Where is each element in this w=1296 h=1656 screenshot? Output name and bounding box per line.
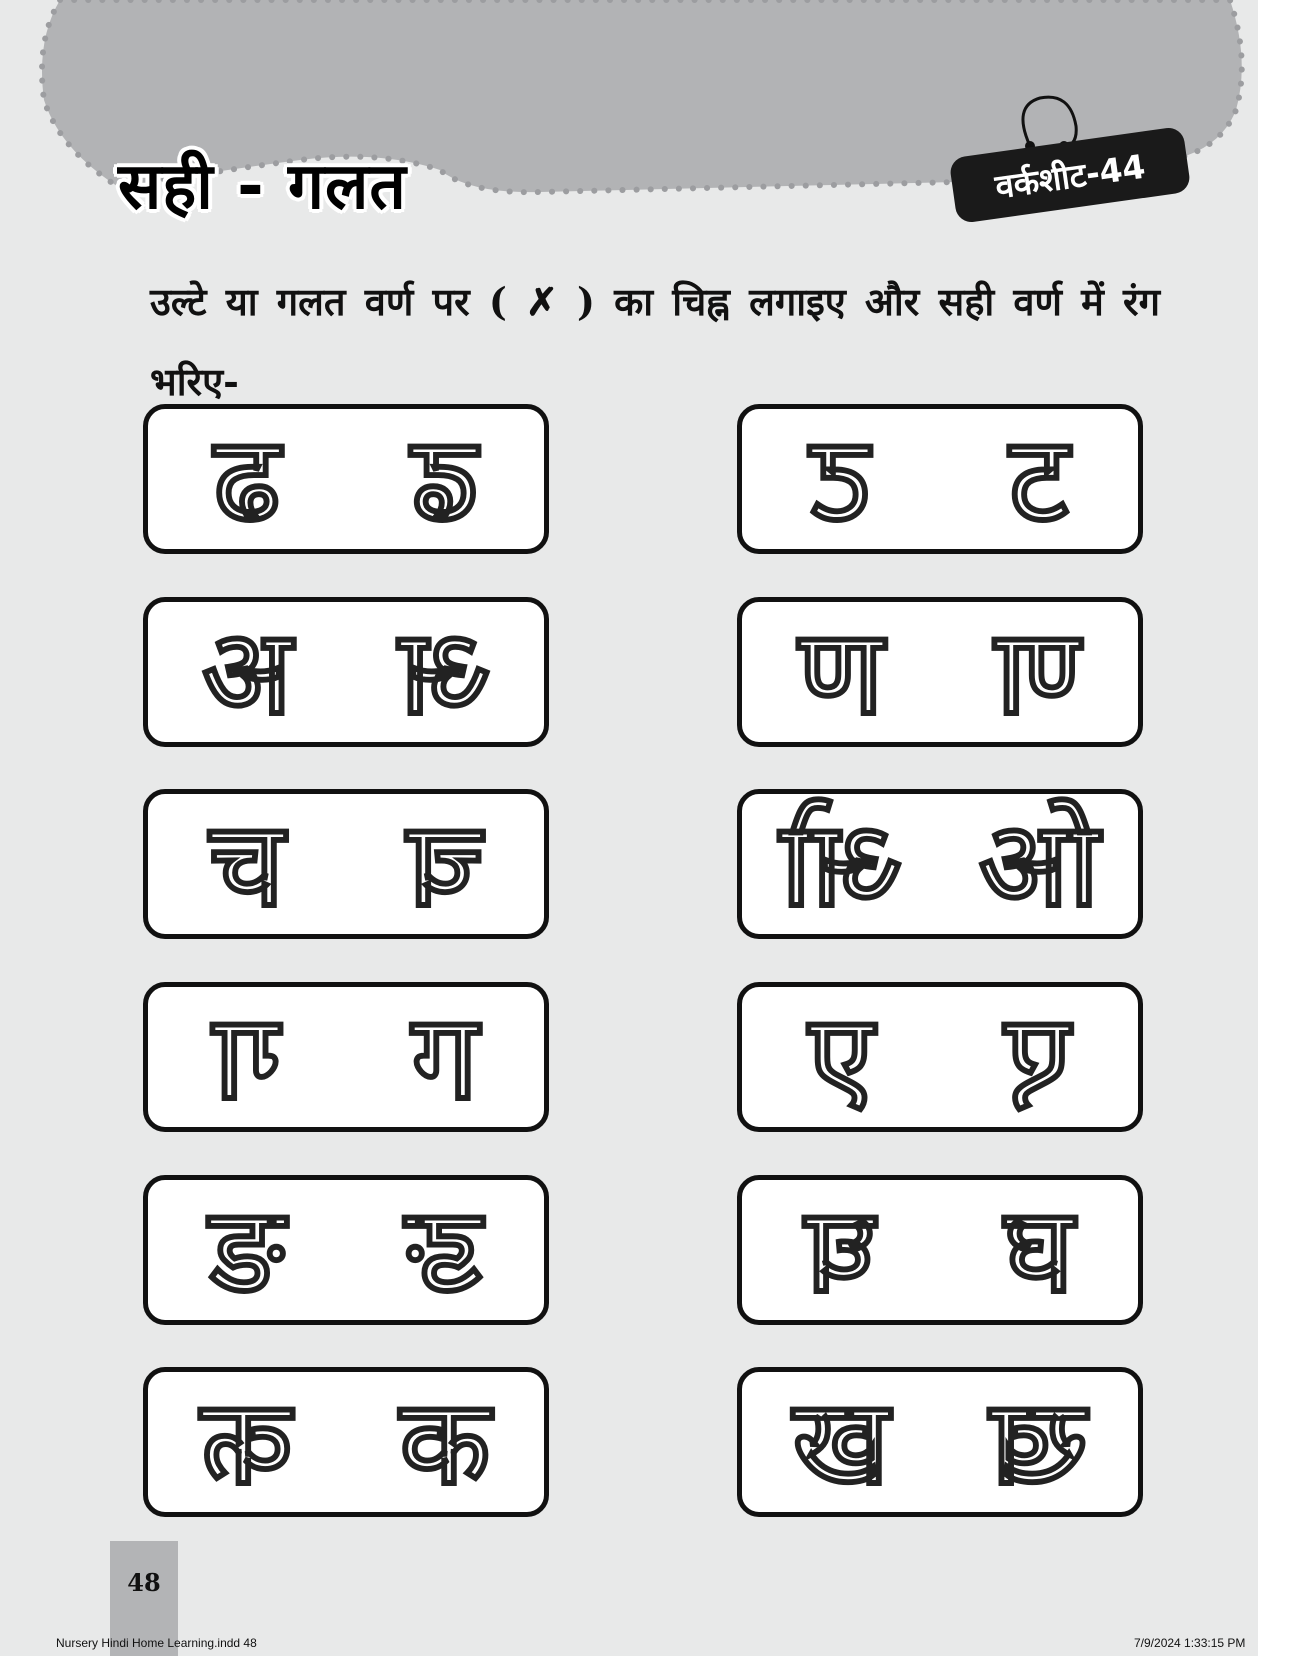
print-slug-timestamp: 7/9/2024 1:33:15 PM [1134,1636,1246,1650]
letter-card[interactable] [737,789,1143,939]
letter-option[interactable]: ट [811,410,871,548]
letter-card[interactable] [737,1175,1143,1325]
letter-option[interactable]: ट [1009,410,1069,548]
letter-option[interactable]: ए [808,988,874,1126]
letter-option[interactable]: ढ [213,410,281,548]
letter-option[interactable]: ग [411,988,479,1126]
letter-card[interactable] [143,404,549,554]
instruction-text: उल्टे या गलत वर्ण पर ( ✗ ) का चिह्न लगाइए और सही वर्ण में रंग भरिए- [150,279,1160,404]
letter-option[interactable]: च [407,795,483,933]
letter-option[interactable]: ङ [407,1181,483,1319]
letter-card[interactable] [143,789,549,939]
letter-option[interactable]: ण [798,603,884,741]
letter-card[interactable] [737,404,1143,554]
worksheet-tag [952,86,1192,226]
letter-option[interactable]: घ [1004,1181,1074,1319]
letter-card[interactable] [143,1367,549,1517]
letter-option[interactable]: अ [201,603,293,741]
letter-option[interactable]: ढ [411,410,479,548]
worksheet-badge: वर्कशीट-44 [949,126,1192,224]
letter-card[interactable] [143,597,549,747]
letter-option[interactable]: ग [213,988,281,1126]
letter-card[interactable] [143,1175,549,1325]
letter-option[interactable]: ए [1006,988,1072,1126]
letter-card[interactable] [143,982,549,1132]
letter-option[interactable]: ओ [780,795,902,933]
page-title: सही - गलत [118,150,407,224]
page-margin [1258,0,1296,1656]
letter-option[interactable]: अ [399,603,491,741]
letter-option[interactable]: क [201,1373,293,1511]
letter-option[interactable]: क [399,1373,491,1511]
letter-option[interactable]: ख [990,1373,1088,1511]
letter-card[interactable] [737,982,1143,1132]
letter-card[interactable] [737,597,1143,747]
letter-option[interactable]: च [209,795,285,933]
letter-option[interactable]: घ [806,1181,876,1319]
letter-option[interactable]: ङ [209,1181,285,1319]
page-number: 48 [127,1568,161,1597]
print-slug-file: Nursery Hindi Home Learning.indd 48 [56,1636,257,1650]
letter-option[interactable]: ण [996,603,1082,741]
letter-card[interactable] [737,1367,1143,1517]
letter-option[interactable]: ख [792,1373,890,1511]
letter-option[interactable]: ओ [978,795,1100,933]
